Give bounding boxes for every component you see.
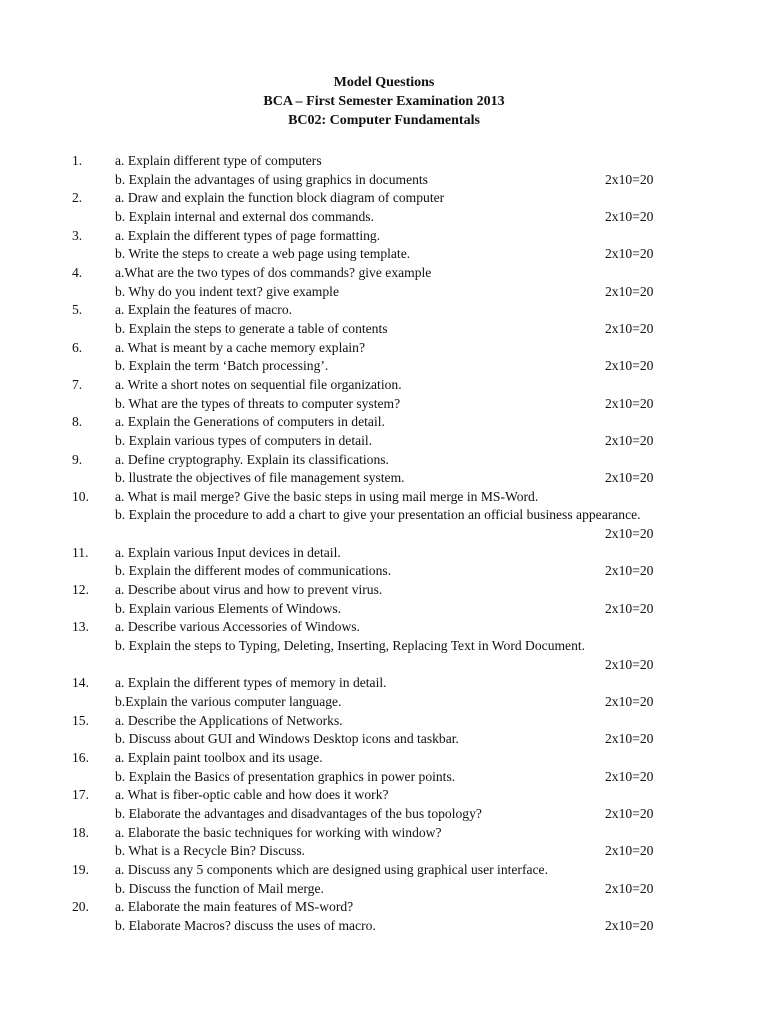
question-part-b: b.Explain the various computer language. xyxy=(115,694,342,710)
question-number: 7. xyxy=(72,376,83,392)
question-marks: 2x10=20 xyxy=(605,171,654,187)
question-marks: 2x10=20 xyxy=(605,805,654,821)
question-number: 10. xyxy=(72,488,89,504)
question-item xyxy=(0,749,768,768)
question-item-part-b xyxy=(0,283,768,302)
question-item xyxy=(0,339,768,358)
question-part-b: b. Explain the steps to Typing, Deleting, Inserting, Replacing Text in Word Document. xyxy=(115,638,586,654)
question-marks: 2x10=20 xyxy=(605,917,654,933)
question-part-a: a. Explain the different types of page formatting. xyxy=(115,227,381,243)
marks-line xyxy=(0,656,768,675)
question-marks: 2x10=20 xyxy=(605,731,654,747)
question-part-b: b. Write the steps to create a web page using template. xyxy=(115,246,411,262)
question-part-a: a.What are the two types of dos commands? give example xyxy=(115,264,432,280)
question-marks: 2x10=20 xyxy=(605,432,654,448)
question-item xyxy=(0,898,768,917)
question-item-part-b xyxy=(0,637,768,656)
exam-title: BCA – First Semester Examination 2013 xyxy=(263,94,505,109)
question-part-a: a. What is meant by a cache memory explain? xyxy=(115,339,365,355)
question-marks: 2x10=20 xyxy=(605,768,654,784)
question-item-part-b xyxy=(0,395,768,414)
question-marks: 2x10=20 xyxy=(605,563,654,579)
question-item-part-b xyxy=(0,245,768,264)
question-number: 11. xyxy=(72,544,89,560)
question-part-a: a. Explain various Input devices in detail. xyxy=(115,544,341,560)
question-number: 5. xyxy=(72,302,83,318)
question-marks: 2x10=20 xyxy=(605,694,654,710)
question-item xyxy=(0,544,768,563)
question-part-b: b. Elaborate the advantages and disadvantages of the bus topology? xyxy=(115,805,482,821)
question-item xyxy=(0,786,768,805)
question-item xyxy=(0,413,768,432)
question-marks: 2x10=20 xyxy=(605,656,654,672)
question-number: 6. xyxy=(72,339,83,355)
question-marks: 2x10=20 xyxy=(605,880,654,896)
question-item-part-b xyxy=(0,768,768,787)
question-item-part-b xyxy=(0,171,768,190)
question-part-a: a. Explain different type of computers xyxy=(115,153,322,168)
question-part-b: b. Elaborate Macros? discuss the uses of macro. xyxy=(115,917,376,933)
question-number: 14. xyxy=(72,675,89,691)
question-item-part-b xyxy=(0,432,768,451)
question-item xyxy=(0,712,768,731)
question-part-a: a. Describe about virus and how to prevent virus. xyxy=(115,582,383,598)
question-part-b: b. Explain various Elements of Windows. xyxy=(115,600,342,616)
question-item xyxy=(0,227,768,246)
question-part-a: a. What is fiber-optic cable and how does it work? xyxy=(115,787,389,803)
question-part-b: b. Explain the different modes of communications. xyxy=(115,563,392,579)
question-part-b: b. Explain various types of computers in detail. xyxy=(115,432,373,448)
question-item-part-b xyxy=(0,208,768,227)
question-part-a: a. Describe various Accessories of Windows. xyxy=(115,619,360,635)
question-part-a: a. Define cryptography. Explain its classifications. xyxy=(115,451,389,467)
question-item xyxy=(0,264,768,283)
question-part-b: b. Explain the steps to generate a table of contents xyxy=(115,320,388,336)
question-item-part-b xyxy=(0,562,768,581)
question-item xyxy=(0,488,768,507)
question-marks: 2x10=20 xyxy=(605,526,654,542)
question-item-part-b xyxy=(0,600,768,619)
question-number: 15. xyxy=(72,712,89,728)
question-marks: 2x10=20 xyxy=(605,246,654,262)
question-part-b: b. Discuss the function of Mail merge. xyxy=(115,880,324,896)
question-item-part-b xyxy=(0,469,768,488)
question-part-a: a. Elaborate the main features of MS-word? xyxy=(115,899,354,915)
question-number: 9. xyxy=(72,451,83,467)
question-item xyxy=(0,189,768,208)
question-item xyxy=(0,861,768,880)
question-part-a: a. Explain paint toolbox and its usage. xyxy=(115,750,323,765)
question-marks: 2x10=20 xyxy=(605,320,654,336)
question-number: 17. xyxy=(72,787,89,803)
question-part-b: b. What are the types of threats to computer system? xyxy=(115,395,401,411)
question-item xyxy=(0,376,768,395)
question-part-a: a. Explain the Generations of computers in detail. xyxy=(115,414,385,430)
question-number: 19. xyxy=(72,861,89,877)
question-number: 18. xyxy=(72,824,89,840)
question-item-part-b xyxy=(0,506,768,525)
question-item xyxy=(0,581,768,600)
question-item-part-b xyxy=(0,917,768,936)
question-item xyxy=(0,674,768,693)
marks-line xyxy=(0,525,768,544)
course-title: BC02: Computer Fundamentals xyxy=(288,113,480,128)
question-number: 12. xyxy=(72,582,89,598)
question-part-b: b. Explain the term ‘Batch processing’. xyxy=(115,358,329,374)
question-number: 1. xyxy=(72,153,83,168)
question-part-b: b. llustrate the objectives of file management system. xyxy=(115,470,405,486)
question-part-b: b. Explain internal and external dos commands. xyxy=(115,208,374,224)
question-part-a: a. Write a short notes on sequential file organization. xyxy=(115,376,402,392)
question-part-b: b. Why do you indent text? give example xyxy=(115,283,339,299)
question-part-b: b. Explain the advantages of using graphics in documents xyxy=(115,171,428,187)
question-item-part-b xyxy=(0,357,768,376)
question-item xyxy=(0,301,768,320)
question-item-part-b xyxy=(0,842,768,861)
question-item xyxy=(0,618,768,637)
question-item-part-b xyxy=(0,880,768,899)
question-part-b: b. Explain the procedure to add a chart to give your presentation an official business appearance. xyxy=(115,507,641,523)
question-marks: 2x10=20 xyxy=(605,843,654,859)
question-part-a: a. Discuss any 5 components which are designed using graphical user interface. xyxy=(115,861,548,877)
question-marks: 2x10=20 xyxy=(605,283,654,299)
question-part-b: b. Discuss about GUI and Windows Desktop icons and taskbar. xyxy=(115,731,459,747)
question-item xyxy=(0,824,768,843)
question-marks: 2x10=20 xyxy=(605,600,654,616)
question-item xyxy=(0,152,768,171)
question-part-b: b. Explain the Basics of presentation graphics in power points. xyxy=(115,768,456,784)
question-marks: 2x10=20 xyxy=(605,208,654,224)
question-part-a: a. Elaborate the basic techniques for working with window? xyxy=(115,824,442,840)
question-part-b: b. What is a Recycle Bin? Discuss. xyxy=(115,843,306,859)
question-marks: 2x10=20 xyxy=(605,470,654,486)
question-part-a: a. Explain the different types of memory in detail. xyxy=(115,675,387,691)
question-item xyxy=(0,451,768,470)
question-number: 16. xyxy=(72,750,89,765)
question-number: 2. xyxy=(72,190,83,206)
question-number: 4. xyxy=(72,264,83,280)
question-part-a: a. Describe the Applications of Networks. xyxy=(115,712,343,728)
document-title: Model Questions xyxy=(333,75,435,90)
question-part-a: a. What is mail merge? Give the basic steps in using mail merge in MS-Word. xyxy=(115,488,539,504)
question-part-a: a. Draw and explain the function block diagram of computer xyxy=(115,190,445,206)
question-number: 20. xyxy=(72,899,89,915)
question-part-a: a. Explain the features of macro. xyxy=(115,302,293,318)
question-item-part-b xyxy=(0,693,768,712)
question-item-part-b xyxy=(0,730,768,749)
question-number: 8. xyxy=(72,414,83,430)
document-header xyxy=(0,73,768,130)
question-marks: 2x10=20 xyxy=(605,395,654,411)
question-item-part-b xyxy=(0,320,768,339)
question-list xyxy=(0,152,768,936)
question-number: 13. xyxy=(72,619,89,635)
question-number: 3. xyxy=(72,227,83,243)
question-marks: 2x10=20 xyxy=(605,358,654,374)
question-item-part-b xyxy=(0,805,768,824)
